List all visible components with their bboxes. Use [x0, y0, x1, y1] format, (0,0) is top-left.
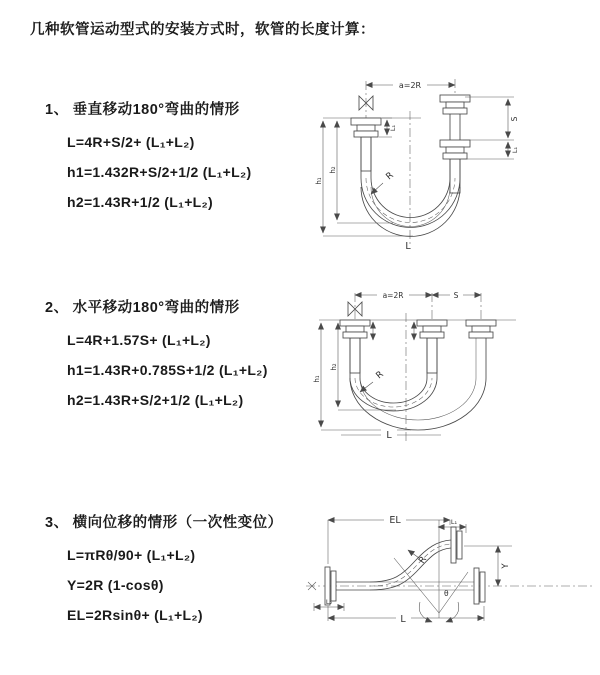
l2-dimension-label: L₂: [325, 598, 333, 606]
section-1-title: 垂直移动180°弯曲的情形: [72, 102, 240, 118]
section-1-heading: [45, 98, 252, 119]
s-dimension-label: S: [510, 116, 519, 122]
length-label: L: [405, 241, 411, 252]
span-dimension-label: a=2R: [382, 291, 404, 300]
formula-line: L=4R+S/2+ (L₁+L₂): [67, 134, 195, 150]
braid-section-right: [450, 159, 460, 193]
radius-label: R: [384, 170, 396, 183]
section-1-formulas: [67, 127, 252, 217]
right-fitting-displaced: [466, 320, 496, 338]
angle-construction-lines: [394, 558, 468, 613]
section-2-title: 水平移动180°弯曲的情形: [72, 300, 240, 316]
section-lateral-displacement: [45, 511, 283, 630]
right-fitting-lower: [440, 140, 470, 159]
theta-label: θ: [444, 589, 449, 598]
formula-line: h1=1.432R+S/2+1/2 (L₁+L₂): [67, 164, 252, 180]
section-2-heading: [45, 296, 268, 317]
radius-leader-line: [371, 183, 383, 194]
offset-dimension-label: S: [453, 291, 459, 300]
radius-leader-line: [408, 550, 419, 558]
section-1-number: 1、: [45, 102, 69, 118]
section-3-heading: [45, 511, 283, 532]
angle-arc-left: [419, 602, 432, 622]
top-right-flange: [451, 527, 462, 563]
formula-line: EL=2Rsinθ+ (L₁+L₂): [67, 607, 203, 623]
vertical-180-bend-diagram: [313, 73, 528, 255]
length-label: L: [386, 430, 392, 441]
span-dimension-label: a=2R: [398, 81, 422, 90]
hose-inner-wall: [371, 137, 450, 218]
formula-line: L=4R+1.57S+ (L₁+L₂): [67, 332, 211, 348]
section-3-title: 横向位移的情形（一次性变位）: [72, 515, 283, 531]
section-2-formulas: [67, 325, 268, 415]
braid-section-middle: [427, 338, 437, 373]
formula-line: h1=1.43R+0.785S+1/2 (L₁+L₂): [67, 362, 268, 378]
right-leg-tube: [450, 114, 460, 140]
formula-line: L=πRθ/90+ (L₁+L₂): [67, 547, 196, 563]
h2-dimension-label: h₂: [329, 166, 337, 174]
page-title: 几种软管运动型式的安装方式时，软管的长度计算：: [30, 22, 375, 38]
h1-dimension-label: h₁: [315, 177, 323, 185]
formula-line: h2=1.43R+S/2+1/2 (L₁+L₂): [67, 392, 244, 408]
section-horizontal-movement: [45, 296, 268, 415]
h2-dimension-label: h₂: [330, 363, 338, 371]
hose1-outer-wall: [350, 338, 437, 411]
section-vertical-movement: [45, 98, 252, 217]
h1-dimension-label: h₁: [313, 375, 321, 383]
lateral-displacement-diagram: [298, 506, 600, 646]
l1-dimension-label: L₁: [450, 518, 458, 526]
hose-centerline-arc: [366, 178, 455, 223]
section-3-number: 3、: [45, 515, 69, 531]
middle-fitting: [417, 320, 447, 338]
formula-line: h2=1.43R+1/2 (L₁+L₂): [67, 194, 214, 210]
radius-label: R: [374, 369, 386, 382]
el-dimension-label: EL: [389, 515, 401, 526]
hose-outer-wall: [361, 137, 460, 228]
horizontal-180-bend-diagram: [311, 285, 598, 459]
l1-left-dimension-label: L₁: [389, 124, 397, 132]
hose2-inner-wall: [360, 338, 476, 420]
angle-arc-right: [446, 602, 459, 622]
right-extension-lines: [463, 97, 514, 159]
y-dimension-label: Y: [501, 563, 511, 569]
l1-right-dimension-label: L₁: [511, 146, 519, 154]
hose1-inner-wall: [360, 338, 427, 403]
section-3-formulas: [67, 540, 283, 630]
left-fitting: [351, 118, 381, 137]
braid-section-left: [361, 137, 371, 171]
hose-displaced-position: [361, 187, 460, 237]
braid-section-left: [350, 338, 360, 373]
radius-label: R: [417, 554, 430, 566]
el-extension-lines: [328, 520, 450, 564]
right-fitting-upper: [440, 95, 470, 114]
left-fitting: [340, 320, 370, 338]
length-dimension-label: L: [400, 614, 406, 625]
formula-line: Y=2R (1-cosθ): [67, 577, 164, 593]
section-2-number: 2、: [45, 300, 69, 316]
